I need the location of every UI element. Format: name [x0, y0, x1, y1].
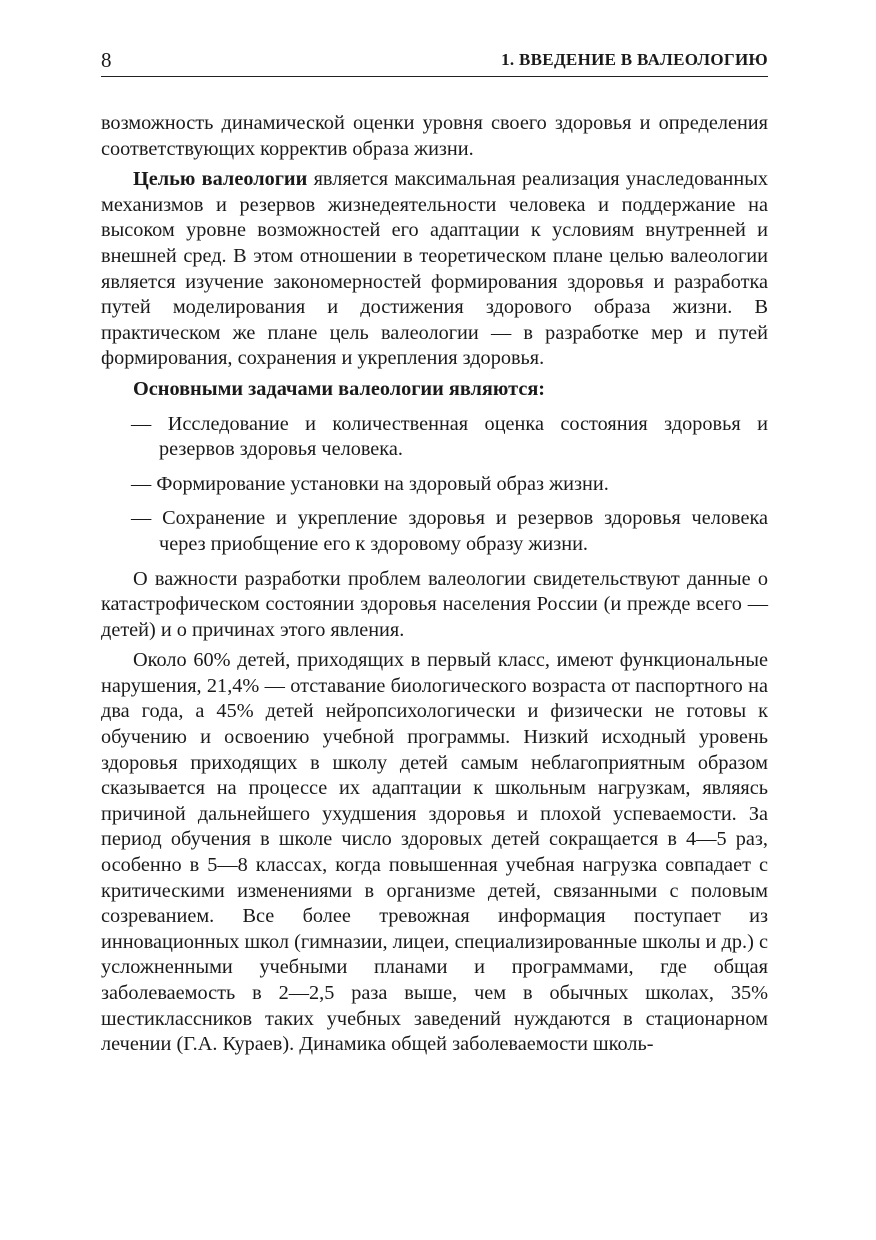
tasks-heading-text: Основными задачами валеологии являются:	[133, 377, 546, 400]
list-item: — Сохранение и укрепление здоровья и резервов здоровья человека через приобщение его к здоровому образу жизни.	[131, 507, 768, 555]
page-number: 8	[101, 48, 112, 72]
goal-text: является максимальная реализация унаследованных механизмов и резервов жизнедеятельности человека и поддержание на высоком уровне возможностей его адаптации к условиям внутренней и внешней сред. В этом отношении в теоретическом плане целью валеологии является изучение закономерностей формирования здоровья и разработка путей моделирования и достижения здорового образа жизни. В практическом же плане цель валеологии — в разработке мер и путей формирования, сохранения и укрепления здоровья.	[101, 168, 768, 370]
page-body	[101, 111, 768, 1058]
paragraph-goal	[101, 167, 768, 372]
book-page	[101, 48, 768, 1058]
list-item: — Исследование и количественная оценка состояния здоровья и резервов здоровья человека.	[131, 412, 768, 461]
goal-term: Целью валеологии	[133, 168, 308, 191]
paragraph-statistics: Около 60% детей, приходящих в первый класс, имеют функциональные нарушения, 21,4% — отставание биологического возраста от паспортного на два года, а 45% детей нейропсихологически и физически не готовы к обучению и освоению учебной программы. Низкий исходный уровень здоровья приходящих в школу детей самым неблагоприятным образом сказывается на процессе их адаптации к школьным нагрузкам, являясь причиной дальнейшего ухудшения здоровья и плохой успеваемости. За период обучения в школе число здоровых детей сокращается в 4—5 раз, особенно в 5—8 классах, когда повышенная учебная нагрузка совпадает с критическими изменениями в организме детей, связанными с половым созреванием. Все более тревожная информация поступает из инновационных школ (гимназии, лицеи, специализированные школы и др.) с усложненными учебными планами и программами, где общая заболеваемость в 2—2,5 раза выше, чем в обычных школах, 35% шестиклассников таких учебных заведений нуждаются в стационарном лечении (Г.А. Кураев). Динамика общей заболеваемости школь-	[101, 649, 768, 1056]
list-item: — Формирование установки на здоровый образ жизни.	[131, 472, 609, 495]
tasks-list	[101, 412, 768, 558]
paragraph-continuation: возможность динамической оценки уровня своего здоровья и определения соответствующих корректив образа жизни.	[101, 112, 768, 160]
page-header	[101, 48, 768, 77]
paragraph-importance: О важности разработки проблем валеологии свидетельствуют данные о катастрофическом состоянии здоровья населения России (и прежде всего — детей) и о причинах этого явления.	[101, 567, 768, 641]
tasks-heading	[101, 377, 768, 403]
running-title: 1. ВВЕДЕНИЕ В ВАЛЕОЛОГИЮ	[501, 50, 768, 69]
